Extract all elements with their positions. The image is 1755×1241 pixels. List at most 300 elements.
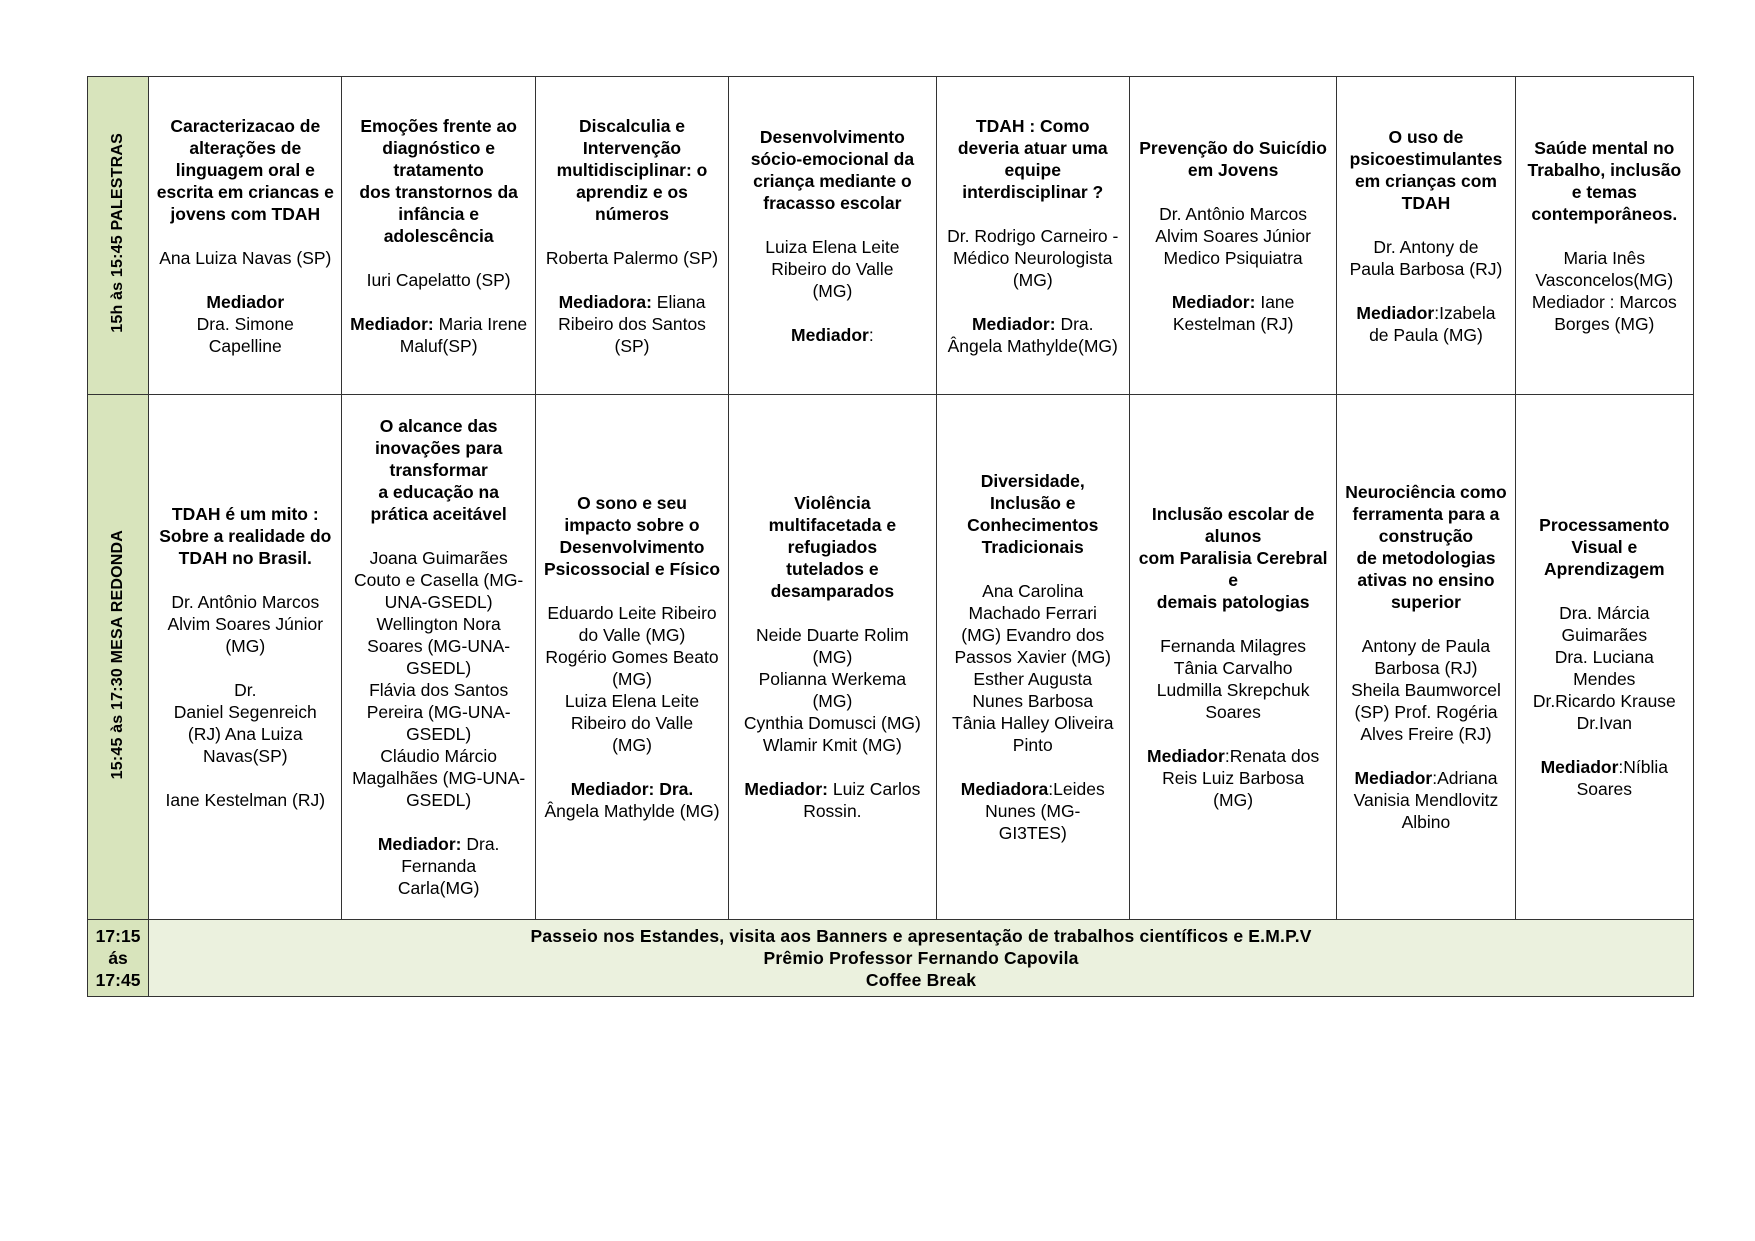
speaker-name: Rogério Gomes Beato xyxy=(545,647,719,667)
footer-line-coffee: Coffee Break xyxy=(865,970,977,990)
mediator-label: Mediador xyxy=(1540,757,1619,777)
speaker-name: Dr. Antônio Marcos xyxy=(171,592,320,612)
speaker-name: Ribeiro do Valle xyxy=(570,713,694,733)
mediator-label: Mediador: xyxy=(744,779,828,799)
session-cell xyxy=(936,77,1129,395)
mediator-block xyxy=(730,324,934,346)
session-title-line: jovens com TDAH xyxy=(170,203,321,224)
speaker-name: Vasconcelos(MG) xyxy=(1535,269,1674,290)
mediator-label: Mediador xyxy=(1356,302,1435,323)
speaker-name: (MG) Evandro dos xyxy=(961,625,1105,645)
mediator-block xyxy=(537,291,727,357)
mediator-sep: : xyxy=(1434,302,1440,323)
session-title-line: Desenvolvimento xyxy=(759,126,905,147)
session-cell xyxy=(1129,395,1336,920)
mediator-name: Maluf(SP) xyxy=(399,335,478,356)
speaker-list xyxy=(537,247,727,269)
mediator-name: GI3TES) xyxy=(998,823,1067,843)
mediator-label: Mediador: xyxy=(377,834,462,854)
mediator-name: Eliana xyxy=(656,291,706,312)
session-title-line: inovações para xyxy=(374,438,503,458)
session-title-line: TDAH no Brasil. xyxy=(178,548,312,568)
speaker-name: Fernanda Milagres xyxy=(1160,636,1307,656)
speaker-name: Mendes xyxy=(1573,669,1636,689)
session-title-line: em crianças com xyxy=(1354,170,1497,191)
speaker-list xyxy=(1338,635,1513,745)
session-title xyxy=(730,126,934,214)
mediator-block xyxy=(343,833,533,899)
session-content xyxy=(149,115,341,357)
session-title-line: Conhecimentos xyxy=(967,515,1099,535)
mediator-label: Mediador xyxy=(1147,746,1225,766)
session-title-line: linguagem oral e xyxy=(175,159,315,180)
session-title-line: Saúde mental no xyxy=(1534,137,1675,158)
mediator-line xyxy=(1338,302,1513,324)
speaker-list xyxy=(1517,247,1692,335)
speaker-name: GSEDL) xyxy=(406,658,472,678)
speaker-list xyxy=(938,225,1128,291)
speaker-name: (MG) xyxy=(612,669,652,689)
session-content xyxy=(1516,514,1693,800)
mediator-name: (SP) xyxy=(614,335,650,356)
speaker-name: Nunes Barbosa xyxy=(972,691,1094,711)
session-content xyxy=(937,470,1129,844)
mediator-name: Rossin. xyxy=(803,801,862,821)
session-title xyxy=(1517,137,1692,225)
session-cell xyxy=(936,395,1129,920)
session-title-line: escrita em criancas e xyxy=(156,181,334,202)
session-content xyxy=(937,115,1129,357)
session-title-line: criança mediante o xyxy=(753,170,912,191)
session-title-line: equipe xyxy=(1004,159,1061,180)
mediator-line xyxy=(537,291,727,313)
session-title xyxy=(938,470,1128,558)
session-title-line: Psicossocial e Físico xyxy=(543,559,721,579)
mediator-line xyxy=(730,324,934,346)
mediator-line xyxy=(150,291,340,313)
session-title-line: deveria atuar uma xyxy=(957,137,1108,158)
session-content xyxy=(1337,481,1514,833)
mediator-line xyxy=(343,313,533,335)
session-title-line: ativas no ensino xyxy=(1357,570,1495,590)
session-title-line: Trabalho, inclusão xyxy=(1527,159,1682,180)
mediator-line xyxy=(938,778,1128,800)
speaker-name: Barbosa (RJ) xyxy=(1374,658,1478,678)
speaker-name: Polianna Werkema xyxy=(758,669,907,689)
mediator-name: Fernanda xyxy=(401,856,477,876)
speaker-name: Medico Psiquiatra xyxy=(1163,247,1303,268)
session-content xyxy=(1516,137,1693,335)
speaker-name: Dra. Márcia xyxy=(1559,603,1650,623)
mediator-block xyxy=(1517,756,1692,800)
session-title-line: em Jovens xyxy=(1187,159,1279,180)
speaker-list xyxy=(150,247,340,269)
speaker-name: Daniel Segenreich xyxy=(173,702,317,722)
session-content xyxy=(536,492,728,822)
mediator-name: Albino xyxy=(1401,812,1451,832)
session-cell xyxy=(535,77,728,395)
speaker-list xyxy=(1338,236,1513,280)
session-title-line: tutelados e xyxy=(786,559,879,579)
row-label: 15:45 às 17:30 MESA REDONDA xyxy=(109,529,127,780)
speaker-name: Dr. xyxy=(234,680,257,700)
speaker-name: Médico Neurologista xyxy=(952,247,1113,268)
time-label-palestras xyxy=(88,77,149,395)
mediator-sep: : xyxy=(1048,779,1054,799)
mediator-label: Mediador xyxy=(206,291,285,312)
session-title-line: multifacetada e xyxy=(768,515,897,535)
mediator-line xyxy=(1338,767,1513,789)
speaker-list xyxy=(1517,602,1692,734)
speaker-name: GSEDL) xyxy=(406,724,472,744)
session-title xyxy=(1131,137,1335,181)
session-title-line: prática aceitável xyxy=(370,504,507,524)
session-title-line: dos transtornos da xyxy=(359,181,518,202)
speaker-name: Ana Luiza Navas (SP) xyxy=(159,247,332,268)
speaker-name: Dr. Antony de xyxy=(1373,236,1479,257)
session-title-line: Tradicionais xyxy=(981,537,1084,557)
speaker-name: Soares xyxy=(1205,702,1261,722)
session-title-line: superior xyxy=(1390,592,1461,612)
session-title-line: adolescência xyxy=(383,225,494,246)
speaker-list xyxy=(1131,635,1335,723)
session-cell xyxy=(729,77,936,395)
speaker-name: do Valle (MG) xyxy=(578,625,686,645)
mediator-line xyxy=(1131,745,1335,767)
speaker-name: Roberta Palermo (SP) xyxy=(545,247,719,268)
mediator-block xyxy=(537,778,727,822)
session-title-line: alunos xyxy=(1204,526,1262,546)
speaker-name: Wlamir Kmit (MG) xyxy=(762,735,902,755)
speaker-name: Soares (MG-UNA- xyxy=(367,636,511,656)
speaker-name: Alvim Soares Júnior xyxy=(1155,225,1311,246)
mediator-block xyxy=(343,313,533,357)
mediator-name: Vanisia Mendlovitz xyxy=(1353,790,1499,810)
session-cell xyxy=(1129,77,1336,395)
mediator-label: Mediadora xyxy=(960,779,1049,799)
session-cell xyxy=(535,395,728,920)
speaker-name: (MG) xyxy=(812,691,853,711)
session-title-line: tratamento xyxy=(393,159,484,180)
speaker-name: Dra. Luciana xyxy=(1554,647,1654,667)
speaker-list xyxy=(150,679,340,767)
mediator-block xyxy=(1131,291,1335,335)
mediator-block xyxy=(730,778,934,822)
mediator-name: Renata dos xyxy=(1229,746,1320,766)
speaker-list xyxy=(1131,203,1335,269)
footer-banner xyxy=(149,920,1694,997)
footer-time-label xyxy=(88,920,149,997)
session-title-line: Neurociência como xyxy=(1345,482,1507,502)
mediator-label: Mediador xyxy=(1354,768,1433,788)
mediator-name: Luiz Carlos xyxy=(832,779,921,799)
session-title-line: TDAH : Como xyxy=(975,115,1090,136)
session-title-line: O uso de xyxy=(1388,126,1464,147)
speaker-name: Ana Carolina xyxy=(982,581,1084,601)
session-title xyxy=(730,492,934,602)
session-cell xyxy=(729,395,936,920)
mediator-name: Izabela xyxy=(1439,302,1496,323)
session-title xyxy=(1338,126,1513,214)
session-title-line: construção xyxy=(1378,526,1474,546)
speaker-name: Dr.Ivan xyxy=(1576,713,1633,733)
session-title-line: Diversidade, xyxy=(980,471,1085,491)
mediator-sep: : xyxy=(1618,757,1624,777)
mediator-name: Kestelman (RJ) xyxy=(1172,313,1294,334)
schedule-table xyxy=(87,76,1694,997)
speaker-name: Ludmilla Skrepchuk xyxy=(1156,680,1310,700)
session-content xyxy=(729,492,935,822)
session-title-line: psicoestimulantes xyxy=(1349,148,1503,169)
footer-time-sep: ás xyxy=(108,948,128,968)
speaker-name: Couto e Casella (MG- xyxy=(354,570,524,590)
mediator-name: Ângela Mathylde(MG) xyxy=(947,335,1118,356)
mediator-name: Soares xyxy=(1576,779,1633,799)
session-title xyxy=(150,503,340,569)
session-title-line: fracasso escolar xyxy=(763,192,902,213)
session-title-line: Visual e xyxy=(1571,537,1638,557)
session-title-line: TDAH é um mito : xyxy=(171,504,319,524)
mediator-name: Nunes (MG- xyxy=(985,801,1081,821)
speaker-name: Esther Augusta xyxy=(973,669,1093,689)
row-footer xyxy=(88,920,1694,997)
speaker-name: GSEDL) xyxy=(406,790,472,810)
session-cell xyxy=(1337,77,1515,395)
session-content xyxy=(342,115,534,357)
speaker-name: Iane Kestelman (RJ) xyxy=(165,790,326,810)
session-title-line: interdisciplinar ? xyxy=(962,181,1104,202)
session-title-line: contemporâneos. xyxy=(1531,203,1678,224)
speaker-name: Pinto xyxy=(1012,735,1053,755)
session-title-line: Inclusão escolar de xyxy=(1151,504,1315,524)
session-cell xyxy=(149,77,342,395)
session-title xyxy=(537,115,727,225)
mediator-name: Iane xyxy=(1260,291,1295,312)
session-title-line: e temas xyxy=(1571,181,1637,202)
mediator-label: Mediadora: xyxy=(558,291,652,312)
mediator-name: Dra. xyxy=(1060,313,1094,334)
speaker-name: Cynthia Domusci (MG) xyxy=(743,713,921,733)
mediator-sep: : xyxy=(1224,746,1230,766)
time-label-mesa-redonda xyxy=(88,395,149,920)
speaker-name: Wellington Nora xyxy=(376,614,501,634)
mediator-name: Reis Luiz Barbosa xyxy=(1162,768,1305,788)
session-title-line: Discalculia e xyxy=(578,115,686,136)
mediator-name: Carla(MG) xyxy=(397,878,480,898)
mediator-name: Capelline xyxy=(208,335,282,356)
speaker-name: Dr. Antônio Marcos xyxy=(1159,203,1308,224)
speaker-name: Flávia dos Santos xyxy=(369,680,509,700)
mediator-block xyxy=(938,778,1128,844)
mediator-name: Ângela Mathylde (MG) xyxy=(544,801,720,821)
mediator-label: Mediador: xyxy=(1171,291,1256,312)
mediator-line xyxy=(537,778,727,800)
session-title-line: Emoções frente ao xyxy=(360,115,517,136)
session-title-line: infância e xyxy=(398,203,480,224)
session-title-line: e xyxy=(1228,570,1238,590)
mediator-label: Mediador xyxy=(791,324,869,345)
session-title-line: aprendiz e os xyxy=(576,181,688,202)
session-title-line: alterações de xyxy=(189,137,302,158)
session-title-line: demais patologias xyxy=(1156,592,1310,612)
speaker-name: Luiza Elena Leite xyxy=(564,691,700,711)
session-content xyxy=(1130,137,1336,335)
row-palestras xyxy=(88,77,1694,395)
session-cell xyxy=(1515,77,1693,395)
session-title xyxy=(343,415,533,525)
mediator-name: Níblia xyxy=(1623,757,1669,777)
speaker-name: Eduardo Leite Ribeiro xyxy=(547,603,717,623)
speaker-name: (MG) xyxy=(225,636,266,656)
speaker-name: Machado Ferrari xyxy=(968,603,1097,623)
session-content xyxy=(1130,503,1336,811)
speaker-name: Ribeiro do Valle xyxy=(771,258,894,279)
speaker-name: Antony de Paula xyxy=(1361,636,1491,656)
session-content xyxy=(342,415,534,899)
mediator-line xyxy=(1131,291,1335,313)
session-content xyxy=(149,503,341,811)
mediator-label: Mediador: xyxy=(971,313,1056,334)
row-mesa-redonda xyxy=(88,395,1694,920)
session-title-line: multidisciplinar: o xyxy=(556,159,708,180)
speaker-name: Neide Duarte Rolim xyxy=(756,625,909,645)
footer-line-estandes: Passeio nos Estandes, visita aos Banners e apresentação de trabalhos científicos e E.M.P.V xyxy=(530,926,1312,946)
mediator-name: Dra. Simone xyxy=(196,313,294,334)
session-title-line: refugiados xyxy=(787,537,878,557)
mediator-name: Ribeiro dos Santos xyxy=(558,313,706,334)
speaker-name: Paula Barbosa (RJ) xyxy=(1349,258,1503,279)
session-title-line: de metodologias xyxy=(1356,548,1496,568)
speaker-name: Alves Freire (RJ) xyxy=(1360,724,1492,744)
speaker-name: (MG) xyxy=(1012,269,1053,290)
footer-time-start: 17:15 xyxy=(95,926,141,946)
speaker-name: Navas(SP) xyxy=(202,746,288,766)
mediator-block xyxy=(1131,745,1335,811)
session-title-line: diagnóstico e xyxy=(382,137,496,158)
footer-time-end: 17:45 xyxy=(95,970,141,990)
session-title xyxy=(537,492,727,580)
speaker-name: Magalhães (MG-UNA- xyxy=(352,768,526,788)
speaker-name: (MG) xyxy=(812,647,853,667)
speaker-list xyxy=(537,602,727,756)
session-title-line: Intervenção xyxy=(582,137,682,158)
speaker-name: Luiza Elena Leite xyxy=(765,236,900,257)
speaker-list xyxy=(938,580,1128,756)
mediator-name: Maria Irene xyxy=(438,313,528,334)
session-title-line: desamparados xyxy=(770,581,895,601)
session-title-line: a educação na xyxy=(378,482,499,502)
session-title-line: Prevenção do Suicídio xyxy=(1139,137,1327,158)
speaker-list xyxy=(730,236,934,302)
speaker-name: Mediador : Marcos xyxy=(1531,291,1677,312)
speaker-name: (RJ) Ana Luiza xyxy=(187,724,303,744)
speaker-list xyxy=(343,547,533,811)
speaker-name: UNA-GSEDL) xyxy=(384,592,493,612)
session-cell xyxy=(342,77,535,395)
speaker-list xyxy=(343,269,533,291)
mediator-name: (MG) xyxy=(1213,790,1254,810)
session-content xyxy=(536,115,728,357)
speaker-name: Tânia Carvalho xyxy=(1173,658,1293,678)
session-title-line: O alcance das xyxy=(379,416,498,436)
speaker-name: Dr. Rodrigo Carneiro - xyxy=(947,225,1119,246)
session-title-line: O sono e seu xyxy=(577,493,687,513)
session-title xyxy=(150,115,340,225)
mediator-name: de Paula (MG) xyxy=(1369,324,1483,345)
row-label: 15h às 15:45 PALESTRAS xyxy=(109,133,127,333)
speaker-list xyxy=(730,624,934,756)
speaker-name: Sheila Baumworcel xyxy=(1351,680,1501,700)
session-content xyxy=(1337,126,1514,346)
session-content xyxy=(729,126,935,346)
speaker-name: Passos Xavier (MG) xyxy=(954,647,1112,667)
speaker-name: Dr.Ricardo Krause xyxy=(1532,691,1676,711)
speaker-name: Guimarães xyxy=(1561,625,1648,645)
mediator-line xyxy=(938,313,1128,335)
session-title-line: números xyxy=(595,203,669,224)
speaker-name: Iuri Capelatto (SP) xyxy=(366,269,511,290)
session-title-line: transformar xyxy=(389,460,488,480)
mediator-name: Adriana xyxy=(1437,768,1498,788)
speaker-name: (SP) Prof. Rogéria xyxy=(1354,702,1498,722)
speaker-list xyxy=(150,789,340,811)
session-title-line: impacto sobre o xyxy=(564,515,700,535)
mediator-sep: : xyxy=(1432,768,1438,788)
session-title-line: sócio-emocional da xyxy=(750,148,915,169)
session-title xyxy=(1517,514,1692,580)
speaker-name: Joana Guimarães xyxy=(369,548,508,568)
speaker-name: Maria Inês xyxy=(1563,247,1646,268)
session-title-line: Processamento xyxy=(1539,515,1670,535)
session-cell xyxy=(149,395,342,920)
mediator-sep: : xyxy=(868,324,874,345)
speaker-name: (MG) xyxy=(612,735,652,755)
mediator-block xyxy=(1338,302,1513,346)
mediator-block xyxy=(1338,767,1513,833)
session-title-line: Aprendizagem xyxy=(1544,559,1665,579)
session-cell xyxy=(1515,395,1693,920)
session-title xyxy=(1131,503,1335,613)
session-title-line: TDAH xyxy=(1401,192,1451,213)
session-title-line: Caracterizacao de xyxy=(170,115,321,136)
session-title-line: com Paralisia Cerebral xyxy=(1138,548,1328,568)
session-title xyxy=(343,115,533,247)
mediator-block xyxy=(938,313,1128,357)
mediator-line xyxy=(730,778,934,800)
mediator-name: Dra. xyxy=(466,834,500,854)
speaker-name: Tânia Halley Oliveira xyxy=(952,713,1114,733)
speaker-list xyxy=(150,591,340,657)
session-title-line: Violência xyxy=(794,493,871,513)
session-title xyxy=(938,115,1128,203)
session-cell xyxy=(1337,395,1515,920)
speaker-name: (MG) xyxy=(812,280,853,301)
mediator-line xyxy=(1517,756,1692,778)
speaker-name: Pereira (MG-UNA- xyxy=(366,702,511,722)
speaker-name: Alvim Soares Júnior xyxy=(167,614,324,634)
mediator-label: Mediador: xyxy=(350,313,434,334)
mediator-block xyxy=(150,291,340,357)
mediator-label: Mediador: Dra. xyxy=(570,779,694,799)
session-title-line: Inclusão e xyxy=(989,493,1076,513)
speaker-name: Borges (MG) xyxy=(1554,313,1655,334)
footer-line-premio: Prêmio Professor Fernando Capovila xyxy=(763,948,1079,968)
mediator-line xyxy=(343,833,533,855)
speaker-name: Cláudio Márcio xyxy=(380,746,497,766)
session-cell xyxy=(342,395,535,920)
session-title-line: ferramenta para a xyxy=(1352,504,1500,524)
session-title-line: Sobre a realidade do xyxy=(159,526,332,546)
